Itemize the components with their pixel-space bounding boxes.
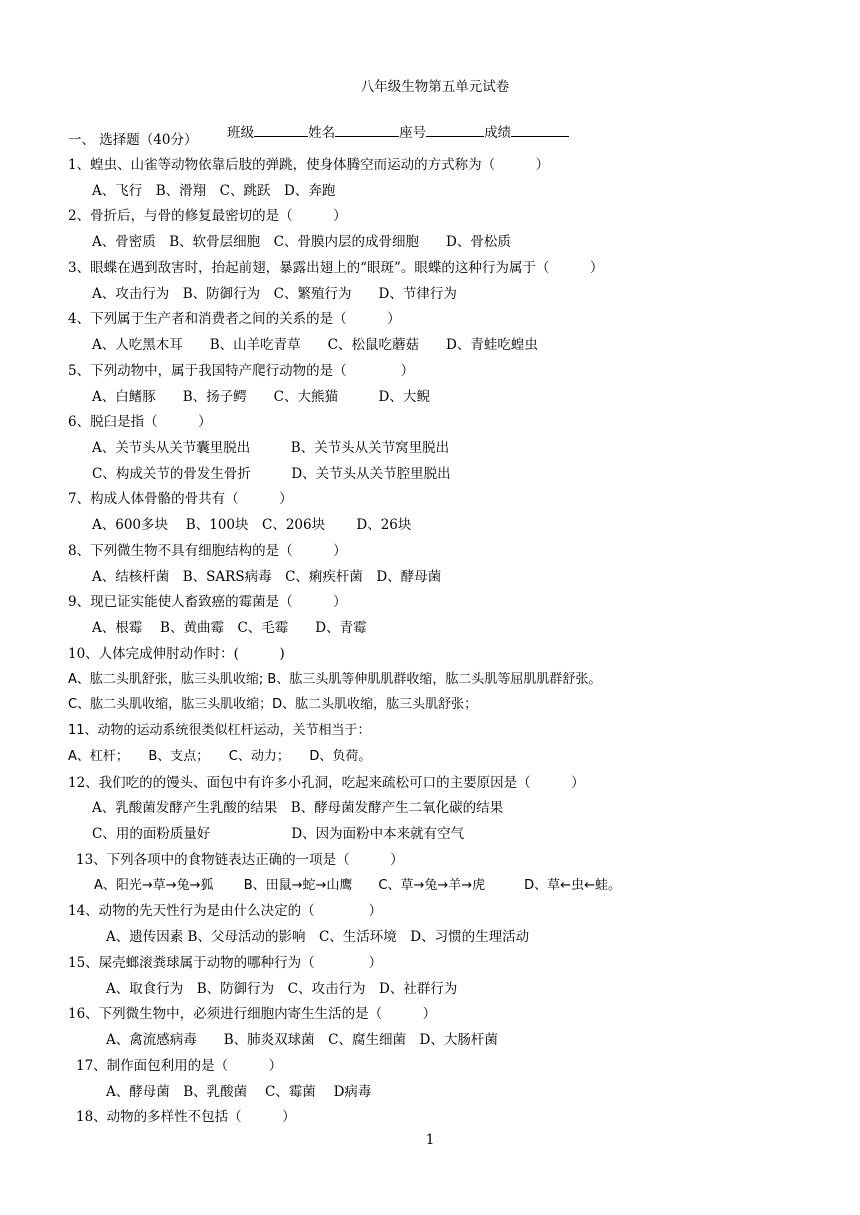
question-4: 4、下列属于生产者和消费者之间的关系的是（ ） [68, 311, 401, 327]
question-5-options: A、白鳍豚 B、扬子鳄 C、大熊猫 D、大鲵 [92, 389, 430, 405]
question-7-options: A、600多块 B、100块 C、206块 D、26块 [92, 517, 412, 533]
question-9: 9、现已证实能使人畜致癌的霉菌是（ ） [68, 594, 347, 610]
score-label: 成绩 [484, 125, 512, 141]
question-12: 12、我们吃的的馒头、面包中有许多小孔洞，吃起来疏松可口的主要原因是（ ） [68, 775, 585, 791]
question-10-options-cd: C、肱二头肌收缩，肱三头肌收缩；D、肱二头肌收缩，肱三头肌舒张； [68, 697, 478, 712]
section-heading: 一、 选择题（40分） [68, 132, 198, 148]
question-2-options: A、骨密质 B、软骨层细胞 C、骨膜内层的成骨细胞 D、骨松质 [92, 234, 511, 250]
seat-label: 座号 [399, 125, 427, 141]
name-label: 姓名 [308, 125, 336, 141]
question-17: 17、制作面包利用的是（ ） [76, 1058, 283, 1074]
question-12-options-ab: A、乳酸菌发酵产生乳酸的结果 B、酵母菌发酵产生二氧化碳的结果 [92, 800, 504, 816]
score-blank[interactable] [511, 122, 569, 137]
question-3-options: A、攻击行为 B、防御行为 C、繁殖行为 D、节律行为 [92, 286, 457, 302]
question-17-options: A、酵母菌 B、乳酸菌 C、霉菌 D病毒 [106, 1084, 372, 1100]
question-8-options: A、结核杆菌 B、SARS病毒 C、痢疾杆菌 D、酵母菌 [92, 569, 442, 585]
seat-blank[interactable] [426, 122, 484, 137]
question-12-options-cd: C、用的面粉质量好 D、因为面粉中本来就有空气 [92, 826, 465, 842]
question-11: 11、动物的运动系统很类似杠杆运动，关节相当于： [68, 723, 371, 738]
question-6: 6、脱臼是指（ ） [68, 414, 212, 430]
question-3: 3、眼蝶在遇到敌害时，抬起前翅，暴露出翅上的“眼斑”。眼蝶的这种行为属于（ ） [68, 260, 604, 276]
question-11-options: A、杠杆； B、支点； C、动力； D、负荷。 [68, 749, 372, 764]
question-13-options: A、阳光→草→兔→狐 B、田鼠→蛇→山鹰 C、草→兔→羊→虎 D、草←虫←蛙。 [94, 878, 621, 893]
student-info-line [210, 104, 569, 160]
question-8: 8、下列微生物不具有细胞结构的是（ ） [68, 543, 347, 559]
page-number: 1 [425, 1132, 435, 1148]
question-15: 15、屎壳螂滚粪球属于动物的哪种行为（ ） [68, 955, 383, 971]
question-18: 18、动物的多样性不包括（ ） [76, 1109, 296, 1125]
question-16-options: A、禽流感病毒 B、肺炎双球菌 C、腐生细菌 D、大肠杆菌 [106, 1032, 498, 1048]
question-1-options: A、飞行 B、滑翔 C、跳跃 D、奔跑 [92, 183, 336, 199]
question-10: 10、人体完成伸肘动作时：( ) [68, 646, 285, 662]
question-6-options-cd: C、构成关节的骨发生骨折 D、关节头从关节腔里脱出 [92, 466, 451, 482]
name-blank[interactable] [335, 122, 399, 137]
question-1: 1、蝗虫、山雀等动物依靠后肢的弹跳，使身体腾空而运动的方式称为（ ） [68, 157, 550, 173]
question-5: 5、下列动物中，属于我国特产爬行动物的是（ ） [68, 363, 415, 379]
question-14-options: A、遗传因素 B、父母活动的影响 C、生活环境 D、习惯的生理活动 [106, 929, 530, 945]
question-10-options-ab: A、肱二头肌舒张，肱三头肌收缩; B、肱三头肌等伸肌肌群收缩，肱二头肌等屈肌肌群舒张。 [68, 672, 602, 687]
question-4-options: A、人吃黑木耳 B、山羊吃青草 C、松鼠吃蘑菇 D、青蛙吃蝗虫 [92, 337, 538, 353]
question-16: 16、下列微生物中，必须进行细胞内寄生生活的是（ ） [68, 1006, 437, 1022]
class-label: 班级 [227, 125, 255, 141]
question-9-options: A、根霉 B、黄曲霉 C、毛霉 D、青霉 [92, 620, 367, 636]
question-7: 7、构成人体骨骼的骨共有（ ） [68, 491, 293, 507]
class-blank[interactable] [254, 122, 308, 137]
question-2: 2、骨折后，与骨的修复最密切的是（ ） [68, 208, 347, 224]
question-13: 13、下列各项中的食物链表达正确的一项是（ ） [76, 852, 404, 868]
question-14: 14、动物的先天性行为是由什么决定的（ ） [68, 903, 383, 919]
question-15-options: A、取食行为 B、防御行为 C、攻击行为 D、社群行为 [106, 981, 458, 997]
page-title: 八年级生物第五单元试卷 [360, 79, 510, 95]
question-6-options-ab: A、关节头从关节囊里脱出 B、关节头从关节窝里脱出 [92, 440, 450, 456]
